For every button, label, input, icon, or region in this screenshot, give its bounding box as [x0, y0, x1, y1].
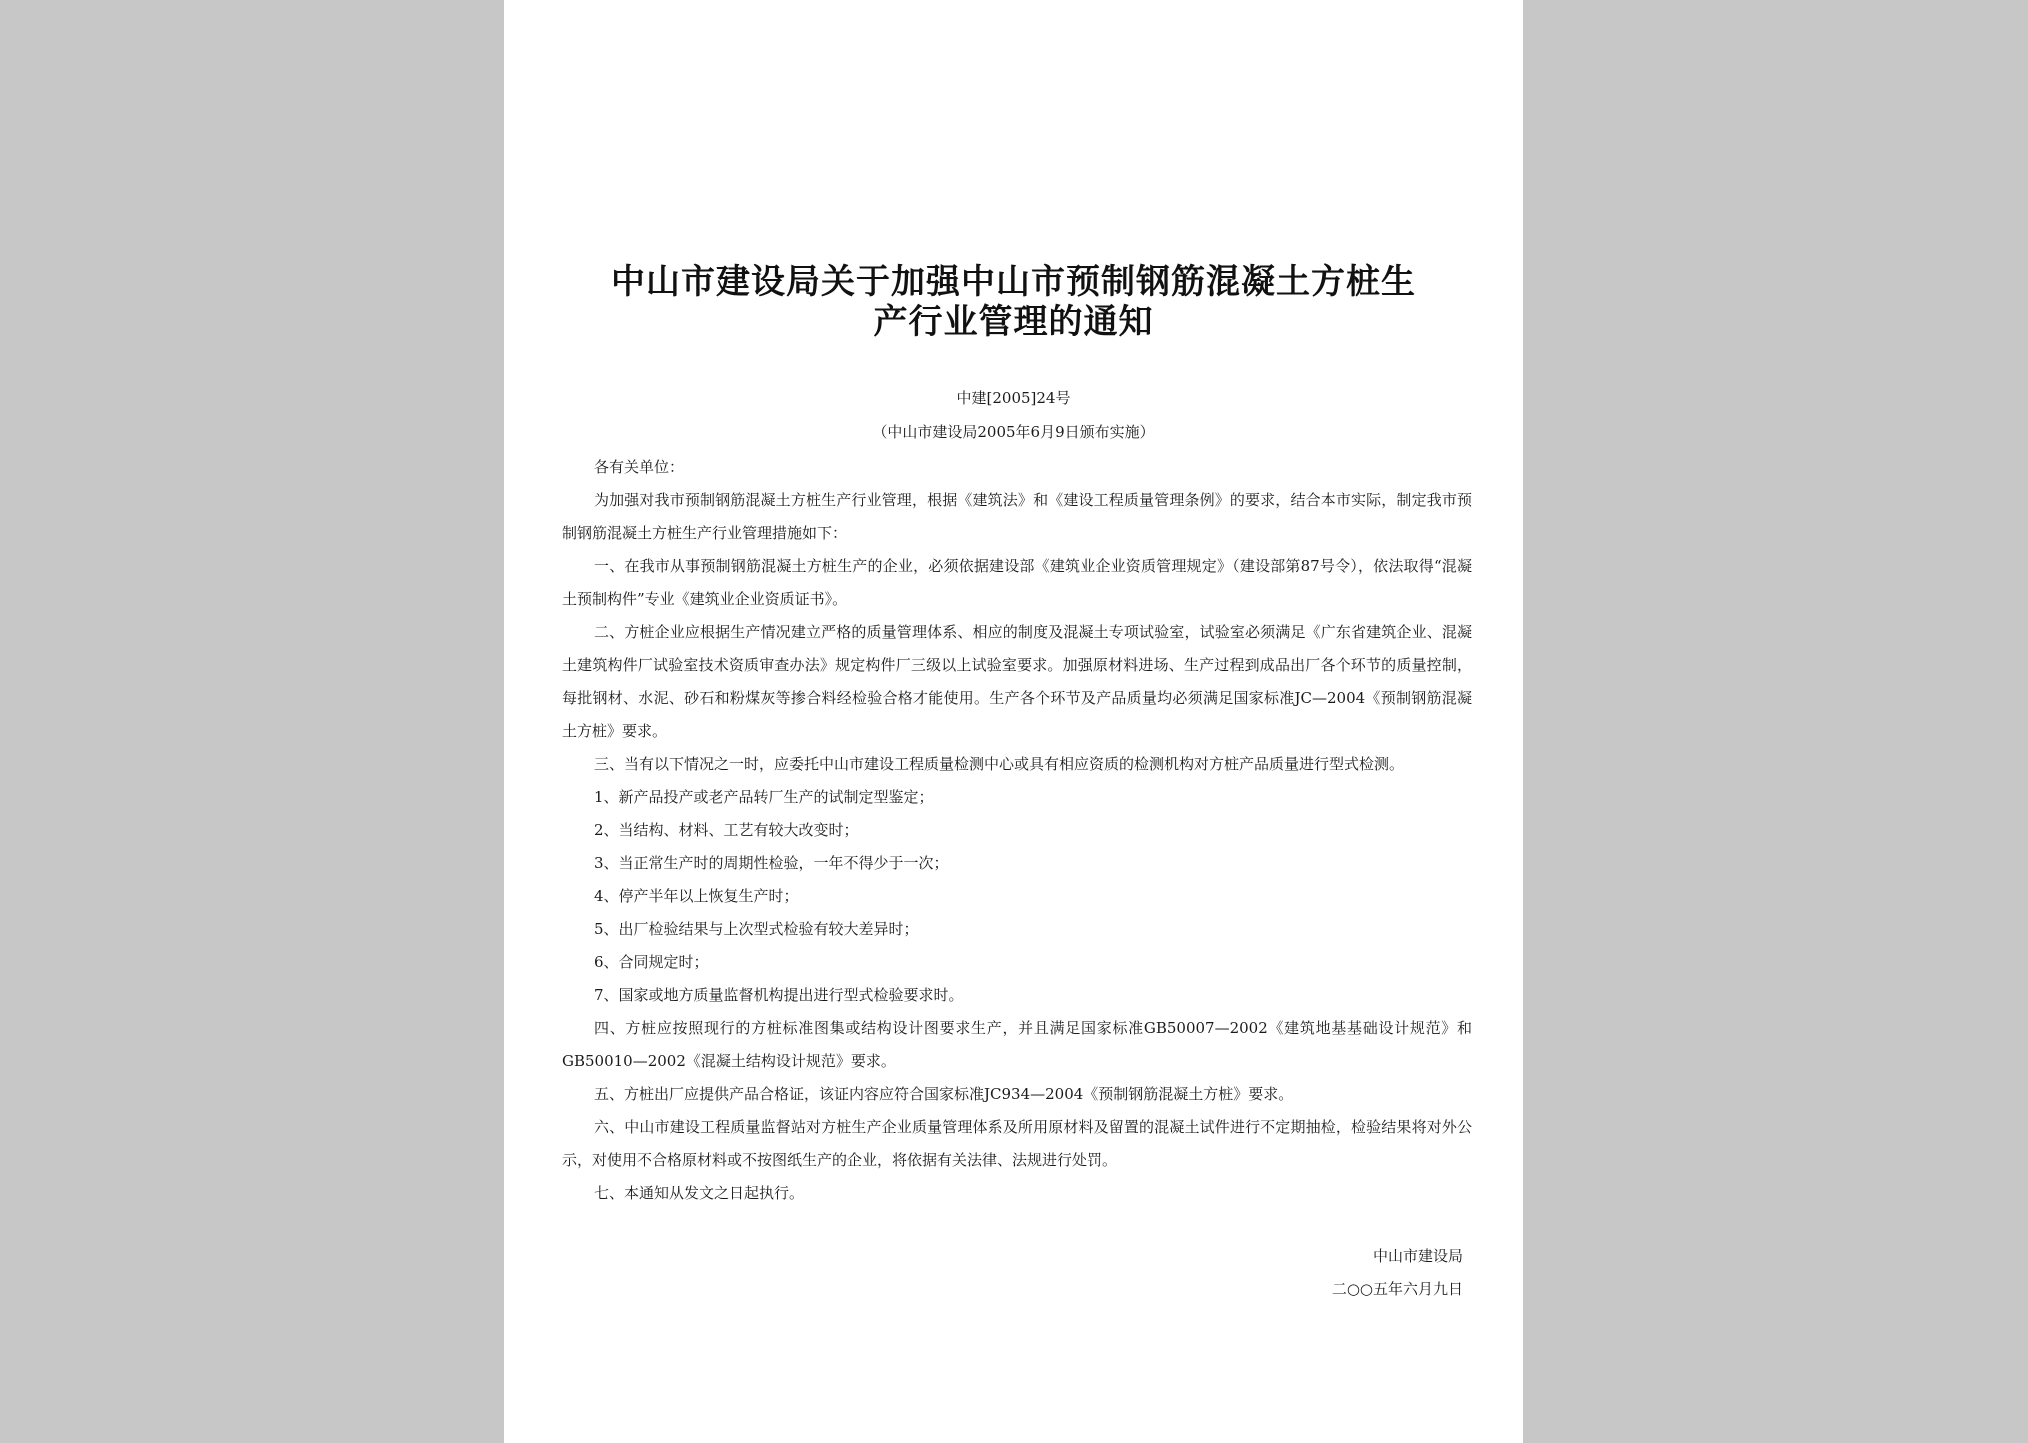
issued-note: （中山市建设局2005年6月9日颁布实施）	[872, 423, 1155, 441]
list-item: 1、新产品投产或老产品转厂生产的试制定型鉴定；	[594, 788, 934, 806]
signature-date: 二○○五年六月九日	[1331, 1280, 1463, 1298]
paragraph-item-1: 一、在我市从事预制钢筋混凝土方桩生产的企业，必须依据建设部《建筑业企业资质管理规定》（建设部第87号令），依法取得“混凝土预制构件”专业《建筑业企业资质证书》。	[562, 557, 1472, 608]
list-item: 7、国家或地方质量监督机构提出进行型式检验要求时。	[594, 986, 964, 1004]
paragraph-intro: 为加强对我市预制钢筋混凝土方桩生产行业管理，根据《建筑法》和《建设工程质量管理条例》的要求，结合本市实际，制定我市预制钢筋混凝土方桩生产行业管理措施如下：	[562, 491, 1472, 542]
paragraph-item-2: 二、方桩企业应根据生产情况建立严格的质量管理体系、相应的制度及混凝土专项试验室，试验室必须满足《广东省建筑企业、混凝土建筑构件厂试验室技术资质审查办法》规定构件厂三级以上试验室要求。加强原材料进场、生产过程到成品出厂各个环节的质量控制，每批钢材、水泥、砂石和粉煤灰等掺合料经检验合格才能使用。生产各个环节及产品质量均必须满足国家标准JC—2004《预制钢筋混凝土方桩》要求。	[562, 623, 1472, 740]
paragraph-item-6: 六、中山市建设工程质量监督站对方桩生产企业质量管理体系及所用原材料及留置的混凝土试件进行不定期抽检，检验结果将对外公示，对使用不合格原材料或不按图纸生产的企业，将依据有关法律、法规进行处罚。	[562, 1118, 1472, 1169]
list-item: 5、出厂检验结果与上次型式检验有较大差异时；	[594, 920, 919, 938]
list-item: 4、停产半年以上恢复生产时；	[594, 887, 799, 905]
list-item: 3、当正常生产时的周期性检验，一年不得少于一次；	[594, 854, 949, 872]
document-body	[562, 451, 1472, 1210]
signature-block	[1332, 1240, 1463, 1306]
salutation: 各有关单位：	[594, 458, 685, 476]
document-title: 中山市建设局关于加强中山市预制钢筋混凝土方桩生产行业管理的通知	[611, 262, 1416, 342]
list-item: 6、合同规定时；	[594, 953, 709, 971]
document-number: 中建[2005]24号	[956, 389, 1071, 407]
paragraph-item-4: 四、方桩应按照现行的方桩标准图集或结构设计图要求生产，并且满足国家标准GB50007—2002《建筑地基基础设计规范》和GB50010—2002《混凝土结构设计规范》要求。	[562, 1019, 1472, 1070]
document-page	[504, 0, 1523, 1443]
list-item: 2、当结构、材料、工艺有较大改变时；	[594, 821, 859, 839]
paragraph-item-3: 三、当有以下情况之一时，应委托中山市建设工程质量检测中心或具有相应资质的检测机构对方桩产品质量进行型式检测。	[594, 755, 1405, 773]
paragraph-item-7: 七、本通知从发文之日起执行。	[594, 1184, 805, 1202]
paragraph-item-5: 五、方桩出厂应提供产品合格证，该证内容应符合国家标准JC934—2004《预制钢筋混凝土方桩》要求。	[594, 1085, 1294, 1103]
signature-organization: 中山市建设局	[1372, 1247, 1463, 1265]
